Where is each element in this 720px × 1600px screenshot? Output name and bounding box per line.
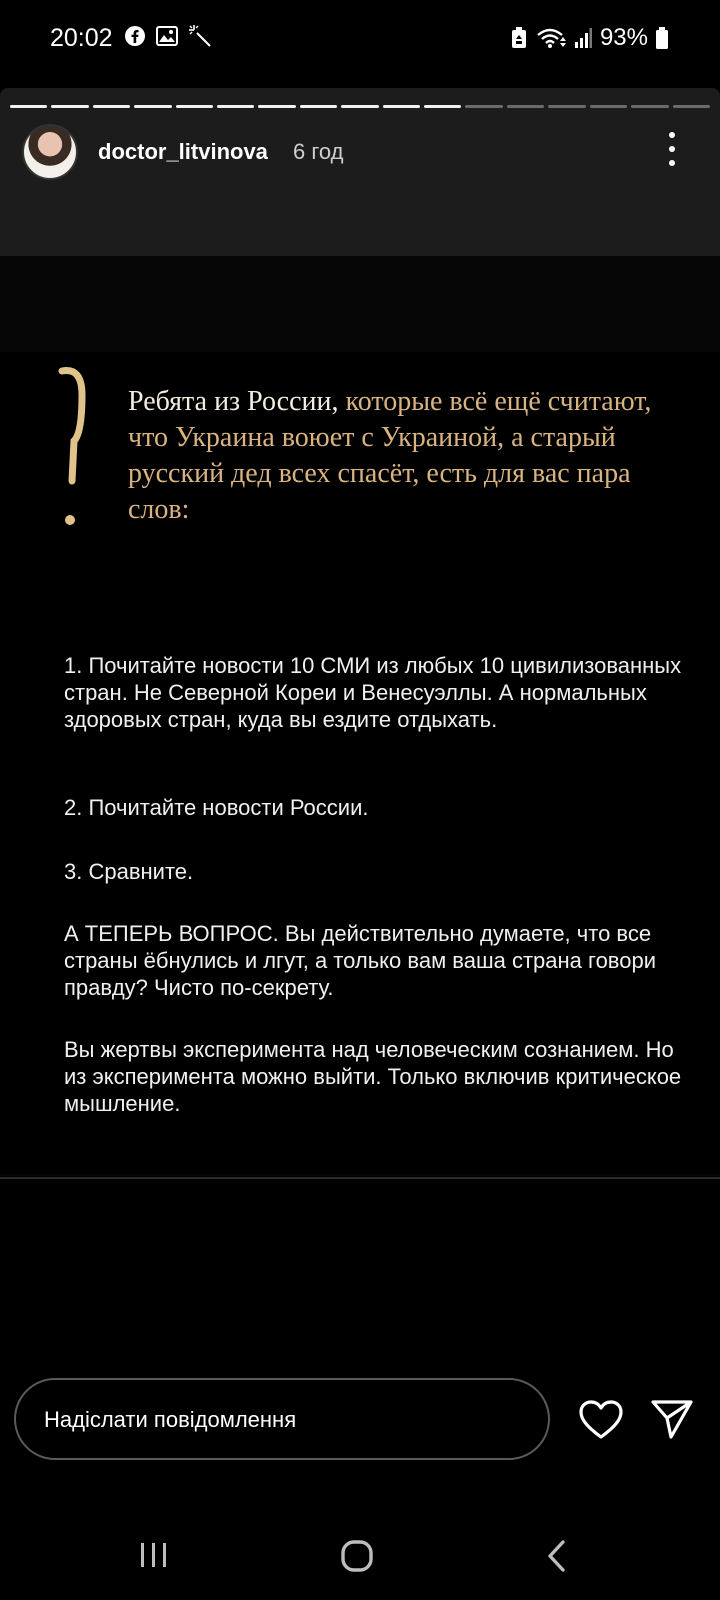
headline-plain: Ребята из России,	[128, 386, 346, 417]
story-progress-segment	[341, 105, 378, 108]
paragraph-5: Вы жертвы эксперимента над человеческим сознанием. Но из эксперимента можно выйти. Только включив критическое мышление.	[64, 1037, 682, 1116]
more-options-button[interactable]	[664, 132, 680, 166]
wifi-icon	[536, 27, 566, 49]
paragraph-2: 2. Почитайте новости России.	[64, 795, 369, 820]
divider	[0, 1177, 720, 1179]
story-username[interactable]: doctor_litvinova	[98, 139, 268, 164]
story-headline	[128, 384, 688, 528]
message-placeholder: Надіслати повідомлення	[44, 1407, 297, 1432]
home-icon[interactable]	[340, 1539, 374, 1573]
story-progress-segment	[176, 105, 213, 108]
status-bar	[0, 0, 720, 84]
paragraph-4: А ТЕПЕРЬ ВОПРОС. Вы действительно думаете, что все страны ёбнулись и лгут, а только вам ваша страна говори правду? Чисто по-секрету.	[64, 921, 657, 1000]
signal-icon	[574, 28, 592, 48]
gallery-icon	[156, 26, 178, 46]
story-header	[0, 88, 720, 256]
back-icon[interactable]	[545, 1539, 567, 1573]
story-progress-segment	[631, 105, 668, 108]
paragraph-3: 3. Сравните.	[64, 859, 194, 884]
headline-accent: которые всё ещё считают, что Украина воюет с Украиной, а старый русский дед всех спасёт, есть для вас пара слов:	[128, 386, 652, 525]
battery-saver-icon	[510, 27, 528, 49]
status-time: 20:02	[50, 24, 113, 52]
story-progress-segment	[258, 105, 295, 108]
story-progress-segment	[10, 105, 47, 108]
paragraph-1: 1. Почитайте новости 10 СМИ из любых 10 цивилизованных стран. Не Северной Кореи и Венесуэллы. А нормальных здоровых стран, куда вы ездите отдыхать.	[64, 653, 682, 732]
heart-icon[interactable]	[578, 1399, 624, 1441]
story-progress-segment	[383, 105, 420, 108]
more-dots-icon	[669, 132, 675, 138]
message-input[interactable]	[14, 1378, 550, 1460]
story-progress-segment	[424, 105, 461, 108]
avatar[interactable]	[22, 124, 78, 180]
battery-icon	[656, 27, 668, 49]
story-progress-segment	[465, 105, 502, 108]
story-progress-segment	[548, 105, 585, 108]
story-progress-segment	[51, 105, 88, 108]
send-icon[interactable]	[650, 1398, 694, 1440]
story-progress-segment	[93, 105, 130, 108]
recent-apps-icon[interactable]	[139, 1541, 169, 1569]
story-progress-segment	[217, 105, 254, 108]
question-mark-icon	[58, 363, 88, 533]
story-progress-bar	[10, 105, 710, 108]
battery-percentage: 93%	[599, 24, 648, 51]
story-timestamp: 6 год	[293, 139, 344, 164]
story-progress-segment	[300, 105, 337, 108]
facebook-icon	[124, 25, 146, 47]
magic-wand-icon	[188, 24, 212, 48]
story-progress-segment	[134, 105, 171, 108]
story-progress-segment	[507, 105, 544, 108]
story-progress-segment	[673, 105, 710, 108]
story-progress-segment	[590, 105, 627, 108]
